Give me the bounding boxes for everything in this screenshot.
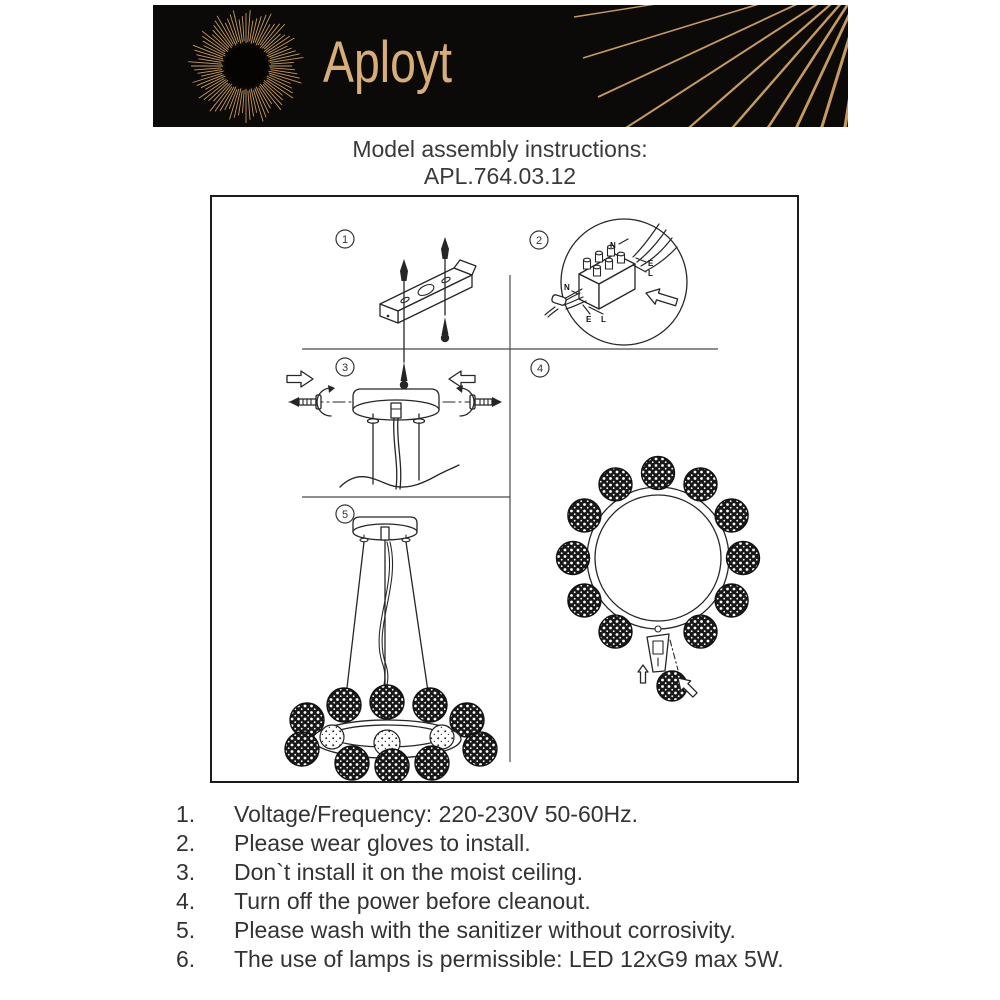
side-screw-right: [456, 385, 502, 416]
item-number: 3.: [176, 859, 196, 885]
step-2-wiring-diagram: [545, 219, 687, 345]
push-arrow-left-icon: [287, 371, 313, 387]
step-5-badge: [336, 505, 354, 523]
svg-text:E: E: [586, 315, 592, 324]
step-5-pendant-diagram: [285, 517, 497, 781]
instruction-list: [176, 800, 856, 974]
item-number: 2.: [176, 830, 196, 856]
item-text: Please wear gloves to install.: [234, 830, 531, 856]
step-3-canopy-diagram: [287, 371, 502, 489]
list-item: [176, 945, 856, 974]
brand-header: [153, 5, 848, 127]
insert-up-arrow-icon: [638, 665, 648, 683]
item-number: 1.: [176, 801, 196, 827]
list-item: [176, 829, 856, 858]
mounting-bracket: [380, 260, 476, 323]
crystal-shades: [557, 457, 760, 649]
assembly-diagram: [210, 195, 799, 783]
step-3-badge: [336, 358, 354, 376]
ring-outer: [587, 487, 729, 629]
header-art: [153, 5, 848, 127]
svg-text:5: 5: [341, 509, 349, 521]
svg-text:N: N: [610, 241, 616, 250]
item-number: 5.: [176, 917, 196, 943]
step-1-badge: [336, 230, 354, 248]
side-screw-left: [289, 385, 335, 416]
terminal-block: [579, 245, 635, 309]
svg-text:4: 4: [536, 363, 544, 375]
list-item: [176, 887, 856, 916]
screw-left: [400, 259, 408, 389]
page-title: Model assembly instructions:: [352, 136, 648, 162]
list-item: [176, 800, 856, 829]
list-item: [176, 916, 856, 945]
brand-name: Aployt: [323, 30, 452, 95]
insert-arrow-icon: [644, 285, 679, 310]
ring-inner: [595, 495, 721, 621]
step-4-badge: [531, 359, 549, 377]
sunburst-center: [225, 45, 267, 87]
svg-text:1: 1: [341, 234, 349, 246]
svg-text:L: L: [601, 315, 606, 324]
svg-text:E: E: [648, 259, 654, 268]
corner-rays-icon: [574, 5, 848, 127]
svg-text:N: N: [564, 283, 570, 292]
item-text: The use of lamps is permissible: LED 12xG9 max 5W.: [234, 946, 784, 972]
item-text: Voltage/Frequency: 220-230V 50-60Hz.: [234, 801, 639, 827]
push-arrow-right-icon: [449, 371, 475, 387]
ceiling-surface-line: [340, 465, 459, 487]
step-2-badge: [530, 231, 548, 249]
item-text: Turn off the power before cleanout.: [234, 888, 591, 914]
item-text: Don`t install it on the moist ceiling.: [234, 859, 583, 885]
canopy: [353, 389, 439, 423]
item-text: Please wash with the sanitizer without corrosivity.: [234, 917, 736, 943]
item-number: 6.: [176, 946, 196, 972]
hanging-wires: [340, 418, 459, 489]
step-1-bracket-diagram: [380, 237, 476, 389]
svg-text:2: 2: [535, 235, 543, 247]
svg-text:3: 3: [341, 362, 349, 374]
list-item: [176, 858, 856, 887]
model-number: APL.764.03.12: [423, 163, 577, 189]
pendant-canopy: [353, 517, 417, 542]
step-4-ring-diagram: [557, 457, 760, 702]
item-number: 4.: [176, 888, 196, 914]
svg-text:L: L: [648, 269, 653, 278]
